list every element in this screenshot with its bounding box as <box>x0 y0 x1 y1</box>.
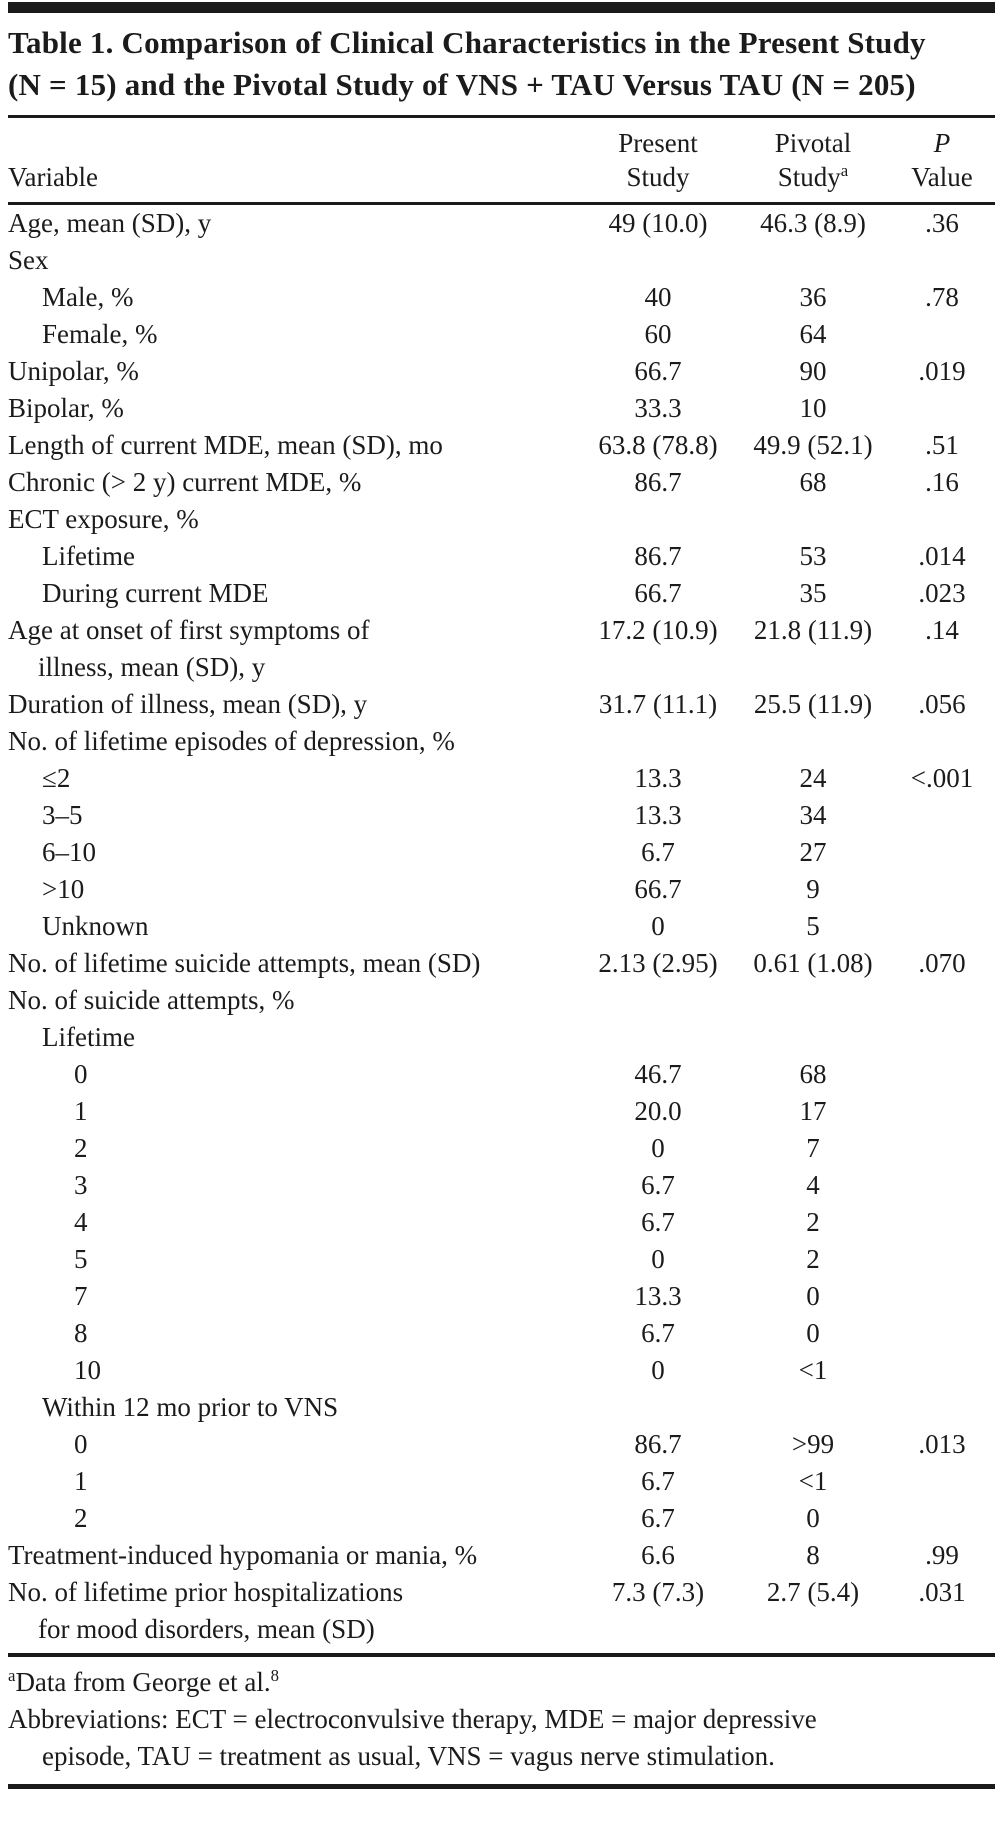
present-study-value: 66.7 <box>634 578 682 608</box>
p-header-line1: P <box>933 128 951 158</box>
row-label-line1: ECT exposure, % <box>8 504 199 534</box>
p-value: .023 <box>918 578 966 608</box>
p-value: <.001 <box>910 763 974 793</box>
row-label-line1: ≤2 <box>42 763 71 793</box>
footnotes <box>8 1664 995 1775</box>
row-variable-label <box>8 612 579 686</box>
row-label-line1: 2 <box>74 1503 88 1533</box>
pivotal-study-value: 2 <box>806 1244 820 1274</box>
table-row <box>8 1389 995 1426</box>
pivotal-study-value: 9 <box>806 874 820 904</box>
present-study-value: 86.7 <box>634 1429 682 1459</box>
row-variable-label <box>8 1056 579 1093</box>
row-variable-label <box>8 390 579 427</box>
table-row <box>8 686 995 723</box>
pivotal-study-value: 36 <box>799 282 827 312</box>
present-study-value: 86.7 <box>634 467 682 497</box>
present-study-value: 66.7 <box>634 356 682 386</box>
pivotal-header-line2: Study <box>777 162 841 192</box>
footnote-reference-number: 8 <box>270 1666 279 1685</box>
table-row <box>8 871 995 908</box>
table-row <box>8 390 995 427</box>
pivotal-study-value: 0 <box>806 1281 820 1311</box>
pivotal-study-value: >99 <box>791 1429 835 1459</box>
p-value: .16 <box>925 467 959 497</box>
table-row <box>8 908 995 945</box>
row-label-line1: 1 <box>74 1466 88 1496</box>
row-label-line1: 10 <box>74 1355 101 1385</box>
row-variable-label <box>8 538 579 575</box>
present-study-value: 86.7 <box>634 541 682 571</box>
row-label-line1: >10 <box>42 874 85 904</box>
row-label-line1: 3–5 <box>42 800 83 830</box>
p-value: .019 <box>918 356 966 386</box>
present-study-value: 6.6 <box>641 1540 675 1570</box>
present-study-value: 6.7 <box>641 1170 675 1200</box>
table-row <box>8 1093 995 1130</box>
pivotal-study-value: 0.61 (1.08) <box>753 948 873 978</box>
present-study-value: 33.3 <box>634 393 682 423</box>
pivotal-study-value: 68 <box>799 1059 827 1089</box>
row-label-line1: Bipolar, % <box>8 393 124 423</box>
row-label-line1: 6–10 <box>42 837 96 867</box>
column-header-pivotal-study <box>737 126 889 194</box>
table-row <box>8 575 995 612</box>
row-variable-label <box>8 1167 579 1204</box>
row-variable-label <box>8 1500 579 1537</box>
row-label-line1: No. of lifetime episodes of depression, % <box>8 726 455 756</box>
row-label-line1: Female, % <box>42 319 158 349</box>
present-study-value: 0 <box>651 911 665 941</box>
column-header-p-value <box>889 126 995 194</box>
present-study-value: 63.8 (78.8) <box>598 430 718 460</box>
row-label-line1: Sex <box>8 245 49 275</box>
table-row <box>8 1241 995 1278</box>
table-row <box>8 1315 995 1352</box>
p-value: .070 <box>918 948 966 978</box>
row-variable-label <box>8 686 579 723</box>
present-study-value: 6.7 <box>641 1318 675 1348</box>
pivotal-study-value: 68 <box>799 467 827 497</box>
p-value: .014 <box>918 541 966 571</box>
present-study-value: 2.13 (2.95) <box>598 948 718 978</box>
pivotal-header-line1: Pivotal <box>774 128 852 158</box>
p-header-line2: Value <box>911 162 973 192</box>
table-row <box>8 1167 995 1204</box>
table-row <box>8 242 995 279</box>
present-study-value: 31.7 (11.1) <box>598 689 718 719</box>
present-study-value: 6.7 <box>641 1207 675 1237</box>
pivotal-study-value: 27 <box>799 837 827 867</box>
table-row <box>8 316 995 353</box>
footnote-abbreviations <box>8 1701 995 1775</box>
pivotal-study-value: 4 <box>806 1170 820 1200</box>
present-study-value: 0 <box>651 1355 665 1385</box>
table-row <box>8 1352 995 1389</box>
pivotal-study-value: 10 <box>799 393 827 423</box>
present-study-value: 60 <box>644 319 672 349</box>
row-variable-label <box>8 871 579 908</box>
table-row <box>8 1574 995 1648</box>
row-label-line1: 1 <box>74 1096 88 1126</box>
row-label-line1: Lifetime <box>42 541 135 571</box>
row-variable-label <box>8 945 579 982</box>
present-study-value: 13.3 <box>634 800 682 830</box>
row-variable-label <box>8 1389 579 1426</box>
table-row <box>8 945 995 982</box>
pivotal-study-value: 0 <box>806 1503 820 1533</box>
table-row <box>8 760 995 797</box>
p-value: .013 <box>918 1429 966 1459</box>
row-label-line1: During current MDE <box>42 578 269 608</box>
table-row <box>8 1056 995 1093</box>
p-value: .99 <box>925 1540 959 1570</box>
row-variable-label <box>8 464 579 501</box>
row-variable-label <box>8 760 579 797</box>
pivotal-study-value: 25.5 (11.9) <box>753 689 873 719</box>
present-study-value: 0 <box>651 1244 665 1274</box>
pivotal-study-value: 49.9 (52.1) <box>753 430 873 460</box>
pivotal-study-value: 21.8 (11.9) <box>753 615 873 645</box>
row-variable-label <box>8 908 579 945</box>
pivotal-study-value: 2.7 (5.4) <box>766 1577 860 1607</box>
abbreviations-line2: episode, TAU = treatment as usual, VNS = vagus nerve stimulation. <box>42 1741 775 1771</box>
row-label-line1: 2 <box>74 1133 88 1163</box>
p-value: .78 <box>925 282 959 312</box>
p-value: .51 <box>925 430 959 460</box>
row-variable-label <box>8 1574 579 1648</box>
table-row <box>8 1426 995 1463</box>
table-row <box>8 1278 995 1315</box>
present-study-value: 0 <box>651 1133 665 1163</box>
pivotal-study-value: 5 <box>806 911 820 941</box>
row-label-line1: Age, mean (SD), y <box>8 208 212 238</box>
row-variable-label <box>8 1315 579 1352</box>
row-variable-label <box>8 1093 579 1130</box>
present-study-value: 6.7 <box>641 1466 675 1496</box>
pivotal-study-value: 53 <box>799 541 827 571</box>
row-variable-label <box>8 1278 579 1315</box>
row-label-line1: 0 <box>74 1429 88 1459</box>
present-header-line2: Study <box>626 162 690 192</box>
present-study-value: 17.2 (10.9) <box>598 615 718 645</box>
table-row <box>8 1500 995 1537</box>
present-study-value: 13.3 <box>634 1281 682 1311</box>
row-variable-label <box>8 1463 579 1500</box>
table-row <box>8 538 995 575</box>
p-value: .36 <box>925 208 959 238</box>
row-label-line1: No. of lifetime suicide attempts, mean (SD) <box>8 948 481 978</box>
row-variable-label <box>8 316 579 353</box>
present-header-line1: Present <box>618 128 698 158</box>
bottom-rule <box>8 1784 995 1789</box>
row-variable-label <box>8 575 579 612</box>
table-row <box>8 279 995 316</box>
footnote-source <box>8 1664 995 1701</box>
table-row <box>8 501 995 538</box>
footnote-marker: a <box>8 1666 16 1685</box>
row-label-line1: 8 <box>74 1318 88 1348</box>
row-label-line2: illness, mean (SD), y <box>38 652 266 682</box>
row-label-line1: Age at onset of first symptoms of <box>8 615 370 645</box>
table-row <box>8 1019 995 1056</box>
row-variable-label <box>8 1537 579 1574</box>
row-label-line1: Duration of illness, mean (SD), y <box>8 689 368 719</box>
pivotal-study-value: 46.3 (8.9) <box>760 208 866 238</box>
row-label-line1: 5 <box>74 1244 88 1274</box>
table-row <box>8 205 995 242</box>
present-study-value: 20.0 <box>634 1096 682 1126</box>
p-value: .056 <box>918 689 966 719</box>
table-title: Table 1. Comparison of Clinical Characteristics in the Present Study (N = 15) and the Pivotal Study of VNS + TAU Versus TAU (N = 205) <box>8 25 926 102</box>
row-variable-label <box>8 723 579 760</box>
table-row <box>8 427 995 464</box>
pivotal-study-value: 24 <box>799 763 827 793</box>
row-variable-label <box>8 1352 579 1389</box>
table-row <box>8 982 995 1019</box>
row-label-line1: Male, % <box>42 282 134 312</box>
row-variable-label <box>8 1426 579 1463</box>
pivotal-study-value: 64 <box>799 319 827 349</box>
row-variable-label <box>8 1130 579 1167</box>
p-value: .031 <box>918 1577 966 1607</box>
footnote-source-text: Data from George et al. <box>15 1667 271 1697</box>
row-label-line1: 7 <box>74 1281 88 1311</box>
row-label-line1: Treatment-induced hypomania or mania, % <box>8 1540 478 1570</box>
row-label-line1: 4 <box>74 1207 88 1237</box>
pivotal-study-value: 90 <box>799 356 827 386</box>
row-label-line1: Within 12 mo prior to VNS <box>42 1392 339 1422</box>
table-row <box>8 797 995 834</box>
table-row <box>8 1130 995 1167</box>
pivotal-study-value: <1 <box>798 1355 828 1385</box>
pivotal-study-value: 0 <box>806 1318 820 1348</box>
row-label-line1: Chronic (> 2 y) current MDE, % <box>8 467 362 497</box>
p-value: .14 <box>925 615 959 645</box>
table-body <box>8 205 995 1648</box>
pivotal-study-value: 35 <box>799 578 827 608</box>
present-study-value: 13.3 <box>634 763 682 793</box>
pivotal-study-value: 8 <box>806 1540 820 1570</box>
table-row <box>8 464 995 501</box>
present-study-value: 6.7 <box>641 1503 675 1533</box>
top-rule <box>8 2 995 13</box>
row-label-line2: for mood disorders, mean (SD) <box>38 1614 375 1644</box>
present-study-value: 66.7 <box>634 874 682 904</box>
table-row <box>8 1204 995 1241</box>
row-variable-label <box>8 205 579 242</box>
row-variable-label <box>8 982 579 1019</box>
table-row <box>8 353 995 390</box>
column-header-variable: Variable <box>8 162 98 192</box>
row-label-line1: 0 <box>74 1059 88 1089</box>
row-variable-label <box>8 1241 579 1278</box>
pivotal-study-value: 17 <box>799 1096 827 1126</box>
row-label-line1: 3 <box>74 1170 88 1200</box>
row-variable-label <box>8 242 579 279</box>
present-study-value: 6.7 <box>641 837 675 867</box>
row-label-line1: Unknown <box>42 911 149 941</box>
table-row <box>8 612 995 686</box>
row-variable-label <box>8 501 579 538</box>
table-row <box>8 723 995 760</box>
present-study-value: 46.7 <box>634 1059 682 1089</box>
table-row <box>8 1537 995 1574</box>
row-label-line1: Lifetime <box>42 1022 135 1052</box>
present-study-value: 49 (10.0) <box>608 208 708 238</box>
abbreviations-line1: Abbreviations: ECT = electroconvulsive therapy, MDE = major depressive <box>8 1704 817 1734</box>
row-variable-label <box>8 427 579 464</box>
body-footnote-divider <box>8 1653 995 1657</box>
row-variable-label <box>8 279 579 316</box>
row-variable-label <box>8 1019 579 1056</box>
column-header-present-study <box>579 126 737 194</box>
table-header <box>8 118 995 202</box>
row-label-line1: Length of current MDE, mean (SD), mo <box>8 430 443 460</box>
row-variable-label <box>8 797 579 834</box>
row-label-line1: Unipolar, % <box>8 356 139 386</box>
table-row <box>8 834 995 871</box>
pivotal-study-value: 7 <box>806 1133 820 1163</box>
present-study-value: 7.3 (7.3) <box>611 1577 705 1607</box>
table-row <box>8 1463 995 1500</box>
pivotal-header-footnote-marker: a <box>840 161 849 180</box>
present-study-value: 40 <box>644 282 672 312</box>
row-label-line1: No. of lifetime prior hospitalizations <box>8 1577 404 1607</box>
row-variable-label <box>8 353 579 390</box>
row-label-line1: No. of suicide attempts, % <box>8 985 295 1015</box>
row-variable-label <box>8 1204 579 1241</box>
pivotal-study-value: 34 <box>799 800 827 830</box>
pivotal-study-value: 2 <box>806 1207 820 1237</box>
pivotal-study-value: <1 <box>798 1466 828 1496</box>
row-variable-label <box>8 834 579 871</box>
